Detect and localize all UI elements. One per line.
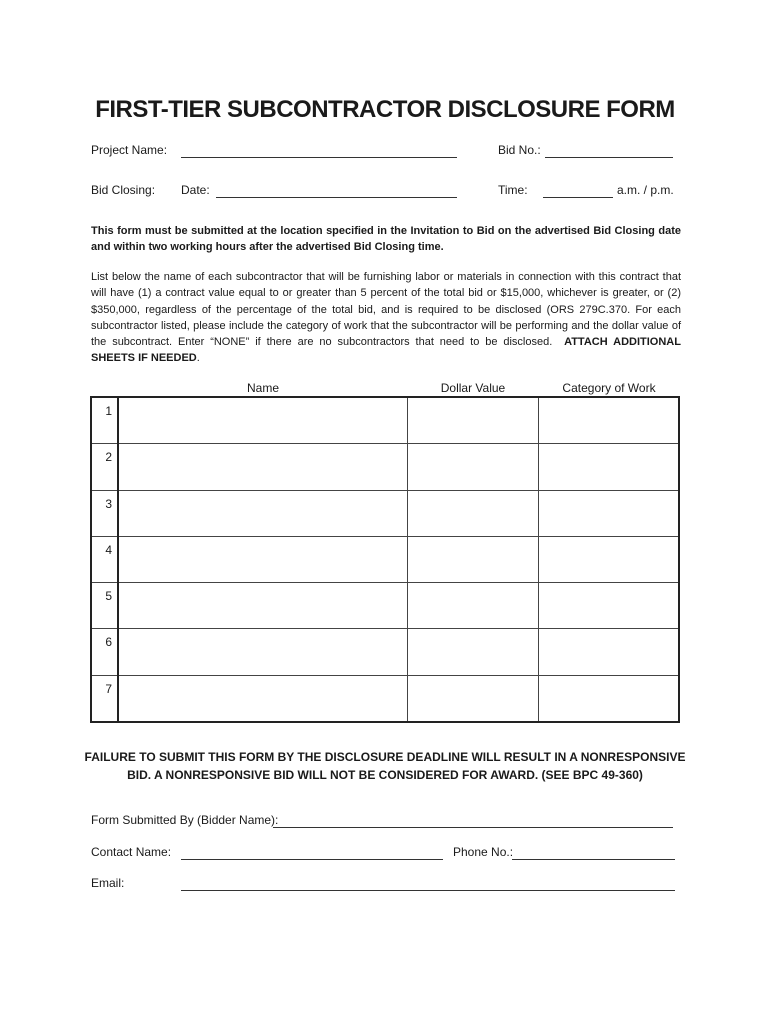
contact-name-label: Contact Name:: [91, 845, 172, 859]
phone-label: Phone No.:: [453, 845, 514, 859]
submitted-by-label: Form Submitted By (Bidder Name):: [91, 813, 279, 827]
date-label: Date:: [181, 183, 210, 197]
table-row: [91, 675, 679, 722]
bid-no-field[interactable]: [545, 145, 673, 158]
time-field[interactable]: [543, 185, 613, 198]
row-number: 4: [91, 536, 118, 582]
project-name-field[interactable]: [181, 145, 457, 158]
column-header-dollar-value: Dollar Value: [440, 381, 506, 395]
nonresponsive-warning: [80, 748, 690, 784]
attach-sheets-note: ATTACH ADDITIONAL SHEETS IF NEEDED: [91, 336, 681, 365]
warning-line-2: BID. A NONRESPONSIVE BID WILL NOT BE CONSIDERED FOR AWARD. (SEE BPC 49-360): [127, 768, 643, 782]
category-cell[interactable]: [539, 536, 680, 582]
column-header-category: Category of Work: [562, 381, 656, 395]
name-cell[interactable]: [118, 444, 408, 490]
bidder-name-field[interactable]: [273, 815, 673, 828]
name-cell[interactable]: [118, 397, 408, 444]
row-number: 3: [91, 490, 118, 536]
name-cell[interactable]: [118, 629, 408, 675]
table-row: [91, 490, 679, 536]
category-cell[interactable]: [539, 583, 680, 629]
disclosure-instruction: [91, 269, 681, 367]
email-label: Email:: [91, 876, 125, 890]
name-cell[interactable]: [118, 536, 408, 582]
dollar-value-cell[interactable]: [408, 397, 539, 444]
name-cell[interactable]: [118, 490, 408, 536]
row-number: 6: [91, 629, 118, 675]
name-cell[interactable]: [118, 675, 408, 722]
table-row: [91, 397, 679, 444]
dollar-value-cell[interactable]: [408, 675, 539, 722]
category-cell[interactable]: [539, 444, 680, 490]
dollar-value-cell[interactable]: [408, 490, 539, 536]
table-row: [91, 536, 679, 582]
column-header-name: Name: [246, 381, 279, 395]
submission-instruction: This form must be submitted at the location specified in the Invitation to Bid on the advertised Bid Closing date and within two working hours after the advertised Bid Closing time.: [91, 225, 681, 253]
email-field[interactable]: [181, 878, 675, 891]
row-number: 1: [91, 397, 118, 444]
disclosure-instruction-text: List below the name of each subcontractor that will be furnishing labor or materials in connection with this contract that will have (1) a contract value equal to or greater than 5 percent of the total bid or $15,000, whichever is greater, or (2) $350,000, regardless of the percentage of the total bid, and is required to be disclosed (ORS 279C.370. For each subcontractor listed, please include the category of work that the subcontractor will be performing and the dollar value of the subcontract. Enter “NONE” if there are no subcontractors that need to be disclosed.: [91, 271, 681, 349]
table-row: [91, 444, 679, 490]
page-title: FIRST-TIER SUBCONTRACTOR DISCLOSURE FORM: [95, 96, 675, 123]
project-name-label: Project Name:: [91, 143, 168, 157]
dollar-value-cell[interactable]: [408, 629, 539, 675]
bid-no-label: Bid No.:: [498, 143, 541, 157]
contact-name-field[interactable]: [181, 847, 443, 860]
phone-field[interactable]: [512, 847, 675, 860]
row-number: 2: [91, 444, 118, 490]
category-cell[interactable]: [539, 397, 680, 444]
warning-line-1: FAILURE TO SUBMIT THIS FORM BY THE DISCLOSURE DEADLINE WILL RESULT IN A NONRESPONSIVE: [84, 750, 686, 764]
dollar-value-cell[interactable]: [408, 583, 539, 629]
row-number: 5: [91, 583, 118, 629]
dollar-value-cell[interactable]: [408, 536, 539, 582]
table-row: [91, 583, 679, 629]
bid-closing-label: Bid Closing:: [91, 183, 156, 197]
category-cell[interactable]: [539, 490, 680, 536]
name-cell[interactable]: [118, 583, 408, 629]
ampm-label: a.m. / p.m.: [617, 183, 674, 197]
category-cell[interactable]: [539, 675, 680, 722]
row-number: 7: [91, 675, 118, 722]
instruction-end: .: [196, 352, 200, 365]
dollar-value-cell[interactable]: [408, 444, 539, 490]
date-field[interactable]: [216, 185, 457, 198]
subcontractor-table: [90, 396, 680, 723]
time-label: Time:: [498, 183, 528, 197]
table-row: [91, 629, 679, 675]
category-cell[interactable]: [539, 629, 680, 675]
